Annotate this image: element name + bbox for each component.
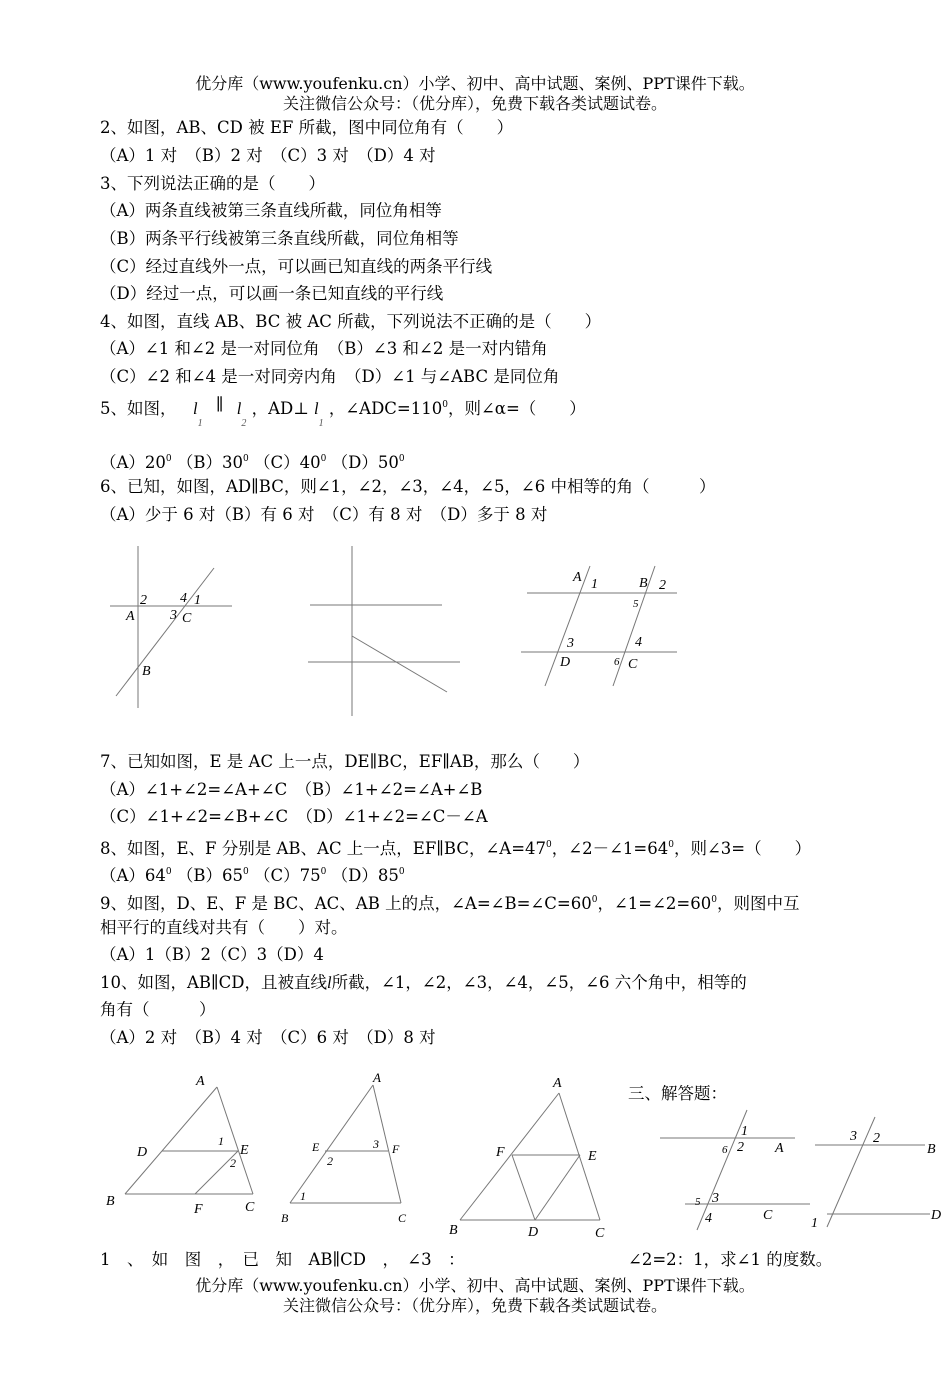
q3-stem: 3、下列说法正确的是（ ）	[100, 174, 325, 193]
q5-opt-a: （A）20	[100, 453, 166, 472]
q5-l2-letter: l	[236, 399, 242, 418]
q8-opt-d: （D）85	[331, 866, 399, 885]
q5-degree: 0	[442, 400, 448, 410]
fig1-line-transversal	[116, 568, 214, 696]
fig5-label-1: 1	[300, 1189, 306, 1203]
q10-stem-line-2: 角有（ ）	[100, 1000, 216, 1019]
q9-s1: 9、如图，D、E、F 是 BC、AC、AB 上的点，∠A=∠B=∠C=60	[100, 894, 592, 913]
fig5-side-ab	[290, 1085, 373, 1203]
q5-suffix-post: ，则∠α=（ ）	[447, 399, 586, 418]
q3-option-a: （A）两条直线被第三条直线所截，同位角相等	[100, 201, 442, 220]
q6-stem: 6、已知，如图，AD∥BC，则∠1，∠2，∠3，∠4，∠5，∠6 中相等的角（ ）	[100, 477, 716, 496]
fig4-label-a: A	[196, 1074, 205, 1089]
q8-options	[100, 861, 405, 887]
fig3-label-4: 4	[635, 635, 642, 650]
fig7-label-3a: 3	[850, 1129, 857, 1144]
q5-l1-sub: 1	[197, 418, 203, 429]
q5-l1	[193, 399, 203, 429]
q5-l1-letter: l	[193, 399, 198, 418]
q10-stem	[100, 972, 747, 994]
fig7-label-a: A	[775, 1141, 784, 1156]
footer-line-1: 优分库（www.youfenku.cn）小学、初中、高中试题、案例、PPT课件下载。	[195, 1276, 755, 1295]
fig3-label-d: D	[560, 655, 571, 670]
fig5-label-c: C	[398, 1211, 407, 1225]
q5-opt-a-deg: 0	[165, 454, 172, 464]
q8-opt-c: （C）75	[254, 866, 321, 885]
fig7-label-3b: 3	[712, 1191, 719, 1206]
q3-option-c: （C）经过直线外一点，可以画已知直线的两条平行线	[100, 257, 493, 276]
figure-7	[655, 1105, 945, 1235]
q8-stem	[100, 834, 811, 860]
q8-deg-1: 0	[546, 840, 552, 850]
q7-options-ab: （A）∠1+∠2=∠A+∠C （B）∠1+∠2=∠A+∠B	[100, 780, 483, 799]
fig5-label-2: 2	[327, 1154, 333, 1168]
q8-opt-c-deg: 0	[320, 867, 327, 877]
q3-option-b: （B）两条平行线被第三条直线所截，同位角相等	[100, 229, 459, 248]
figure-1	[100, 540, 240, 720]
fig6-label-a: A	[553, 1076, 562, 1091]
q10-options: （A）2 对 （B）4 对 （C）6 对 （D）8 对	[100, 1028, 436, 1047]
fig5-label-f: F	[392, 1142, 400, 1156]
fig5-label-b: B	[281, 1211, 289, 1225]
fig4-label-c: C	[245, 1200, 255, 1215]
fig6-label-f: F	[496, 1145, 505, 1160]
fig4-label-d: D	[137, 1145, 148, 1160]
q8-opt-b-deg: 0	[243, 867, 249, 877]
q10-post: 所截，∠1，∠2，∠3，∠4，∠5，∠6 六个角中，相等的	[331, 973, 747, 992]
q4-stem: 4、如图，直线 AB、BC 被 AC 所截，下列说法不正确的是（ ）	[100, 312, 602, 331]
q1-left: 1 、 如 图 ， 已 知 AB∥CD ， ∠3 ：	[100, 1250, 465, 1269]
fig6-label-c: C	[595, 1226, 605, 1241]
q5-prefix: 5、如图，	[100, 399, 177, 418]
fig1-label-4: 4	[180, 591, 187, 606]
fig1-label-1: 1	[194, 593, 201, 608]
fig6-segment-ed	[535, 1155, 580, 1220]
fig3-label-c: C	[628, 657, 638, 672]
fig6-segment-fd	[512, 1155, 535, 1220]
fig1-label-a: A	[126, 609, 135, 624]
q8-s1: 8、如图，E、F 分别是 AB、AC 上一点，EF∥BC，∠A=47	[100, 839, 547, 858]
q3-option-d: （D）经过一点，可以画一条已知直线的平行线	[100, 284, 444, 303]
fig6-label-b: B	[449, 1223, 458, 1238]
q5-l2	[236, 399, 247, 429]
fig7-label-2a: 2	[737, 1140, 744, 1155]
fig4-label-2: 2	[230, 1156, 236, 1170]
fig3-label-6: 6	[614, 656, 620, 668]
q8-opt-a: （A）64	[100, 866, 166, 885]
q4-options-cd: （C）∠2 和∠4 是一对同旁内角 （D）∠1 与∠ABC 是同位角	[100, 367, 560, 386]
fig5-label-e: E	[312, 1140, 320, 1154]
q10-l: l	[327, 973, 332, 992]
q5-mid: ，AD⊥	[251, 399, 309, 418]
header-line-1: 优分库（www.youfenku.cn）小学、初中、高中试题、案例、PPT课件下载。	[195, 74, 755, 93]
fig6-label-d: D	[528, 1225, 539, 1240]
q9-stem-line-2: 相平行的直线对共有（ ）对。	[100, 918, 348, 937]
q8-opt-b: （B）65	[176, 866, 244, 885]
section-3-title: 三、解答题：	[628, 1084, 727, 1103]
q5-l1b-letter: l	[313, 399, 319, 418]
fig4-label-1: 1	[218, 1134, 224, 1148]
fig3-label-1: 1	[591, 577, 598, 592]
q5-suffix-pre: ，∠ADC=110	[328, 399, 443, 418]
figure-4	[100, 1065, 270, 1220]
fig1-label-c: C	[182, 611, 192, 626]
fig3-label-2: 2	[659, 578, 666, 593]
q5-opt-b: （B）30	[176, 453, 244, 472]
q5-opt-c-deg: 0	[320, 454, 327, 464]
fig5-label-a: A	[373, 1070, 381, 1085]
fig4-label-f: F	[194, 1202, 203, 1217]
fig3-label-b: B	[639, 576, 648, 591]
q1-right: ∠2=2：1，求∠1 的度数。	[628, 1250, 833, 1269]
fig7-label-5: 5	[695, 1196, 701, 1208]
fig7-label-d: D	[931, 1208, 942, 1223]
q5-l2-sub: 2	[241, 418, 247, 429]
q5-opt-b-deg: 0	[243, 454, 249, 464]
q8-s3: ，则∠3=（ ）	[673, 839, 812, 858]
fig3-label-3: 3	[567, 636, 574, 651]
q5-opt-d: （D）50	[331, 453, 399, 472]
figure-5	[275, 1065, 420, 1225]
q5-l1b-sub: 1	[318, 418, 324, 429]
q6-options: （A）少于 6 对（B）有 6 对 （C）有 8 对 （D）多于 8 对	[100, 505, 548, 524]
figure-2	[300, 540, 470, 720]
fig7-label-1a: 1	[741, 1124, 748, 1139]
fig7-label-4: 4	[705, 1211, 712, 1226]
footer-line-2: 关注微信公众号：（优分库），免费下载各类试题试卷。	[282, 1296, 667, 1315]
q5-l1b	[313, 399, 324, 429]
q5-opt-c: （C）40	[254, 453, 321, 472]
q9-stem	[100, 889, 799, 915]
fig1-label-b: B	[142, 664, 151, 679]
q8-deg-2: 0	[668, 840, 674, 850]
q10-pre: 10、如图，AB∥CD，且被直线	[100, 973, 328, 992]
q9-options: （A）1（B）2（C）3（D）4	[100, 945, 324, 964]
q9-s2: ，∠1=∠2=60	[597, 894, 712, 913]
figure-6	[440, 1065, 620, 1245]
header-line-2: 关注微信公众号：（优分库），免费下载各类试题试卷。	[282, 94, 667, 113]
fig6-label-e: E	[588, 1149, 597, 1164]
q5-parallel: ∥	[215, 395, 224, 414]
fig1-label-3: 3	[170, 608, 177, 623]
fig3-label-a: A	[573, 570, 582, 585]
fig7-label-2b: 2	[873, 1131, 880, 1146]
fig7-label-b: B	[927, 1142, 936, 1157]
q5-stem	[100, 394, 586, 429]
q5-opt-d-deg: 0	[398, 454, 405, 464]
q7-stem: 7、已知如图，E 是 AC 上一点，DE∥BC，EF∥AB，那么（ ）	[100, 752, 590, 771]
figure-3	[515, 560, 690, 695]
fig7-label-1b: 1	[811, 1216, 818, 1231]
q4-options-ab: （A）∠1 和∠2 是一对同位角 （B）∠3 和∠2 是一对内错角	[100, 339, 548, 358]
fig4-side-ab	[125, 1087, 217, 1194]
q9-deg-2: 0	[711, 895, 717, 905]
fig7-label-c: C	[763, 1208, 773, 1223]
fig3-label-5: 5	[633, 598, 639, 610]
fig7-label-6: 6	[722, 1144, 728, 1156]
fig5-label-3: 3	[373, 1137, 379, 1151]
fig6-side-ab	[460, 1093, 559, 1220]
q2-stem: 2、如图，AB、CD 被 EF 所截，图中同位角有（ ）	[100, 118, 514, 137]
q9-deg-1: 0	[591, 895, 598, 905]
q9-s3: ，则图中互	[716, 894, 800, 913]
fig4-label-e: E	[240, 1143, 249, 1158]
q8-opt-d-deg: 0	[398, 867, 405, 877]
q5-options	[100, 448, 405, 474]
fig4-label-b: B	[106, 1194, 115, 1209]
fig1-label-2: 2	[140, 593, 147, 608]
q2-options: （A）1 对 （B）2 对 （C）3 对 （D）4 对	[100, 146, 436, 165]
q7-options-cd: （C）∠1+∠2=∠B+∠C （D）∠1+∠2=∠C－∠A	[100, 807, 488, 826]
q8-opt-a-deg: 0	[165, 867, 172, 877]
q8-s2: ，∠2－∠1=64	[551, 839, 669, 858]
fig2-line-oblique	[352, 636, 447, 692]
